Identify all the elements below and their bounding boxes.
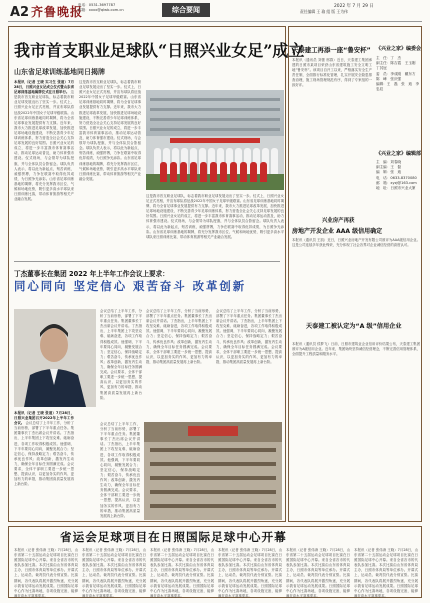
sidebar-item1-body: 本报讯（通讯员 刘蕾 邢群）近日，天泰建工集团承建的日照市某项目荣获山东省建筑施工安全文明工地“鲁安杯”。该项目自开工以来，严格落实安全生产责任制，全面推行标准化管理，扎实开展安全隐患排查治理，施工现场管理规范有序，得到了专家组的一致好评。 — [292, 58, 372, 88]
contact-info — [78, 3, 124, 13]
article1-lead-text: 本报讯（记者 王晓 实习生 张迪）7月28日，日照兴业女足成立仪式暨山东省足球训练基地揭牌仪式在日照举行。 — [14, 80, 74, 95]
editor-credits: 责任编辑 王 瑜 组 版 王为伟 — [300, 9, 348, 14]
article3-body-col5: 本报讯（记者 张伟涛 王晓）7月28日，山东省第二十五届运动会足球项目比赛在日照国际足球中心开幕。来自全省各市的代表队参加比赛。本次比赛由山东省体育局主办，日照市体育局等单位承办。开幕式上，运动员、裁判员代表分别宣誓。比赛期间，各代表队将展开激烈角逐，充分展示我省足球运动发展成果。日照国际足球中心作为比赛场地，各项设施完备，能够满足高水平赛事需求。 — [286, 548, 350, 598]
issue-date: 2022 年 7 月 29 日 — [334, 4, 374, 9]
page-number: A2 — [10, 5, 30, 20]
article1-body-col3: 这是我市首支职业足球队，标志着我市职业足球发展迈出了坚实一步。仪式上，日照兴业女足正式亮相，并宣布球队将征战2022年中国女子足球甲级联赛。山东省足球训练基地同时揭牌，将为全省足球事业发展提供有力支撑。近年来，我市大力推进足球改革发展，加快推进足球场地设施建设，不断完善青少年足球训练体系，努力营造全社会关心支持足球发展的良好氛围。日照兴业女足的成立，将进一步丰富我市体育赛事活动，推动足球运动普及，助力体育强市建设。仪式现场，与会领导为球队授旗，并与全体队员合影留念。球队负责人表示，将以此为新起点，刻苦训练，顽强拼搏，力争在联赛中取得优异成绩，为日照争光添彩。山东省足球训练基地的揭牌，将充分发挥我市区位、气候和场地优势，吸引更多高水平球队来日照训练比赛，带动体育旅游等相关产业融合发展。 — [146, 194, 284, 239]
article2-headline: 同心同向 坚定信心 艰苦奋斗 改革创新 — [14, 279, 247, 293]
masthead-title-2: 《兴业之家》编辑部 — [376, 151, 422, 157]
article3-body-col3: 本报讯（记者 张伟涛 王晓）7月28日，山东省第二十五届运动会足球项目比赛在日照国际足球中心开幕。来自全省各市的代表队参加比赛。本次比赛由山东省体育局主办，日照市体育局等单位承办。开幕式上，运动员、裁判员代表分别宣誓。比赛期间，各代表队将展开激烈角逐，充分展示我省足球运动发展成果。日照国际足球中心作为比赛场地，各项设施完备，能够满足高水平赛事需求。 — [150, 548, 214, 598]
article3-body-col1: 本报讯（记者 张伟涛 王晓）7月28日，山东省第二十五届运动会足球项目比赛在日照国际足球中心开幕。来自全省各市的代表队参加比赛。本次比赛由山东省体育局主办，日照市体育局等单位承办。开幕式上，运动员、裁判员代表分别宣誓。比赛期间，各代表队将展开激烈角逐，充分展示我省足球运动发展成果。日照国际足球中心作为比赛场地，各项设施完备，能够满足高水平赛事需求。 — [14, 548, 78, 598]
article1-subheadline: 山东省足球训练基地同日揭牌 — [14, 68, 105, 76]
chairman-portrait-photo — [14, 309, 96, 407]
masthead-editorial-list: 主 编：刘春晓 副主编：王 磊 编 辑：张 迪 电 话：0633-8370080 邮 箱：xyzj@163.com 地 址：日照市兴业大厦 — [376, 160, 417, 191]
article2-body-col1 — [14, 411, 74, 519]
article2-lead: 本报讯（记者 王晓 张迪）7月28日，日照兴业集团召开2022年上半年工作会议。 — [14, 411, 74, 426]
sidebar-item3-body: 本报讯（通讯员 侯梦飞）日前，日照市建筑业企业信用评价结果公布，天泰建工集团被评为A级信用企业。近年来，集团始终坚持诚信经营理念，不断完善信用管理体系，全面提升工程质量和服务水平。 — [292, 342, 420, 357]
article2-body-col2: 会议总结了上半年工作，分析了当前形势，部署了下半年重点任务。集团董事长丁杰出席会议并讲话。丁杰指出，上半年集团上下攻坚克难、砥砺奋进，各项工作取得积极成效。他强调，下半年要同心同向，凝聚发展合力；坚定信心，保持战略定力；艰苦奋斗，传承优良作风；改革创新，激发内生动力，确保全年目标任务圆满完成。会议要求，全体干部职工要进一步统一思想、提高认识，以更加务实的作风、更加有力的举措，推动集团高质量发展再上新台阶。 — [100, 309, 142, 400]
article1-headline: 我市首支职业足球队“日照兴业女足”成立 — [14, 41, 305, 60]
article2-body-col4: 会议总结了上半年工作，分析了当前形势，部署了下半年重点任务。集团董事长丁杰出席会议并讲话。丁杰指出，上半年集团上下攻坚克难、砥砺奋进，各项工作取得积极成效。他强调，下半年要同心同向，凝聚发展合力；坚定信心，保持战略定力；艰苦奋斗，传承优良作风；改革创新，激发内生动力，确保全年目标任务圆满完成。会议要求，全体干部职工要进一步统一思想、提高认识，以更加务实的作风、更加有力的举措，推动集团高质量发展再上新台阶。 — [216, 309, 282, 364]
article1-lead — [14, 80, 74, 256]
article1-body-col2: 这是我市首支职业足球队，标志着我市职业足球发展迈出了坚实一步。仪式上，日照兴业女足正式亮相，并宣布球队将征战2022年中国女子足球甲级联赛。山东省足球训练基地同时揭牌，将为全省足球事业发展提供有力支撑。近年来，我市大力推进足球改革发展，加快推进足球场地设施建设，不断完善青少年足球训练体系，努力营造全社会关心支持足球发展的良好氛围。日照兴业女足的成立，将进一步丰富我市体育赛事活动，推动足球运动普及，助力体育强市建设。仪式现场，与会领导为球队授旗，并与全体队员合影留念。球队负责人表示，将以此为新起点，刻苦训练，顽强拼搏，力争在联赛中取得优异成绩，为日照争光添彩。山东省足球训练基地的揭牌，将充分发挥我市区位、气候和场地优势，吸引更多高水平球队来日照训练比赛，带动体育旅游等相关产业融合发展。 — [79, 80, 141, 181]
sidebar-item2-kicker: 兴业房产再获 — [322, 218, 355, 224]
contact-phone: 电话：0531-3697787 — [78, 3, 116, 7]
sidebar-item2-body: 本报讯（通讯员 王凯）近日，日照兴业房地产开发有限公司被评为AAA级信用企业。这是公司连续多年获此殊荣，充分体现了社会各界对企业诚信经营的高度认可。 — [292, 238, 420, 248]
masthead-title: 《兴业之家》编委会 — [376, 46, 422, 52]
sidebar-item2-headline: 房地产开发企业 AAA 级信用确定 — [292, 228, 383, 235]
header-rule — [8, 21, 422, 22]
article2-body-col5: 会议总结了上半年工作，分析了当前形势，部署了下半年重点任务。集团董事长丁杰出席会议并讲话。丁杰指出，上半年集团上下攻坚克难、砥砺奋进，各项工作取得积极成效。他强调，下半年要同心同向，凝聚发展合力；坚定信心，保持战略定力；艰苦奋斗，传承优良作风；改革创新，激发内生动力，确保全年目标任务圆满完成。会议要求，全体干部职工要进一步统一思想、提高认识，以更加务实的作风、更加有力的举措，推动集团高质量发展再上新台阶。 — [100, 422, 140, 518]
article3-body-col4: 本报讯（记者 张伟涛 王晓）7月28日，山东省第二十五届运动会足球项目比赛在日照国际足球中心开幕。来自全省各市的代表队参加比赛。本次比赛由山东省体育局主办，日照市体育局等单位承办。开幕式上，运动员、裁判员代表分别宣誓。比赛期间，各代表队将展开激烈角逐，充分展示我省足球运动发展成果。日照国际足球中心作为比赛场地，各项设施完备，能够满足高水平赛事需求。 — [218, 548, 282, 598]
sidebar-item1-headline: 天泰建工再添一座“鲁安杯” — [292, 46, 371, 54]
article3-body-col2: 本报讯（记者 张伟涛 王晓）7月28日，山东省第二十五届运动会足球项目比赛在日照国际足球中心开幕。来自全省各市的代表队参加比赛。本次比赛由山东省体育局主办，日照市体育局等单位承办。开幕式上，运动员、裁判员代表分别宣誓。比赛期间，各代表队将展开激烈角逐，充分展示我省足球运动发展成果。日照国际足球中心作为比赛场地，各项设施完备，能够满足高水平赛事需求。 — [82, 548, 146, 598]
article2-body-a: 会议总结了上半年工作，分析了当前形势，部署了下半年重点任务。集团董事长丁杰出席会议并讲话。丁杰指出，上半年集团上下攻坚克难、砥砺奋进，各项工作取得积极成效。他强调，下半年要同心同向，凝聚发展合力；坚定信心，保持战略定力；艰苦奋斗，传承优良作风；改革创新，激发内生动力，确保全年目标任务圆满完成。会议要求，全体干部职工要进一步统一思想、提高认识，以更加务实的作风、更加有力的举措，推动集团高质量发展再上新台阶。 — [14, 421, 75, 487]
section-label: 综合要闻 — [162, 3, 210, 17]
team-group-photo — [146, 90, 284, 190]
contact-email: 邮箱：xxxx@qlwb.com.cn — [78, 8, 124, 12]
article3-headline: 省运会足球项目在日照国际足球中心开幕 — [60, 530, 287, 544]
article2-kicker: 丁杰董事长在集团 2022 年上半年工作会议上要求： — [14, 270, 169, 278]
masthead-committee-list: 主 任：丁 杰 副主任：陈吉霞 王玉刚 丁其冠 委 员：李成刚 戴东方 陈 峰 张庆强 编辑：王 磊 张 迪 李忠辰 — [376, 56, 420, 92]
article3-body-col6: 本报讯（记者 张伟涛 王晓）7月28日，山东省第二十五届运动会足球项目比赛在日照国际足球中心开幕。来自全省各市的代表队参加比赛。本次比赛由山东省体育局主办，日照市体育局等单位承办。开幕式上，运动员、裁判员代表分别宣誓。比赛期间，各代表队将展开激烈角逐，充分展示我省足球运动发展成果。日照国际足球中心作为比赛场地，各项设施完备，能够满足高水平赛事需求。 — [354, 548, 418, 598]
meeting-hall-photo — [144, 422, 282, 520]
article-divider — [14, 261, 280, 262]
article1-body-col1: 这是我市首支职业足球队，标志着我市职业足球发展迈出了坚实一步。仪式上，日照兴业女足正式亮相，并宣布球队将征战2022年中国女子足球甲级联赛。山东省足球训练基地同时揭牌，将为全省足球事业发展提供有力支撑。近年来，我市大力推进足球改革发展，加快推进足球场地设施建设，不断完善青少年足球训练体系，努力营造全社会关心支持足球发展的良好氛围。日照兴业女足的成立，将进一步丰富我市体育赛事活动，推动足球运动普及，助力体育强市建设。仪式现场，与会领导为球队授旗，并与全体队员合影留念。球队负责人表示，将以此为新起点，刻苦训练，顽强拼搏，力争在联赛中取得优异成绩，为日照争光添彩。山东省足球训练基地的揭牌，将充分发挥我市区位、气候和场地优势，吸引更多高水平球队来日照训练比赛，带动体育旅游等相关产业融合发展。 — [14, 90, 75, 202]
sidebar-item3-headline: 天泰建工被认定为“A 级”信用企业 — [306, 323, 402, 330]
newspaper-logo: 齐鲁晚报 — [31, 5, 84, 19]
article2-body-col3: 会议总结了上半年工作，分析了当前形势，部署了下半年重点任务。集团董事长丁杰出席会议并讲话。丁杰指出，上半年集团上下攻坚克难、砥砺奋进，各项工作取得积极成效。他强调，下半年要同心同向，凝聚发展合力；坚定信心，保持战略定力；艰苦奋斗，传承优良作风；改革创新，激发内生动力，确保全年目标任务圆满完成。会议要求，全体干部职工要进一步统一思想、提高认识，以更加务实的作风、更加有力的举措，推动集团高质量发展再上新台阶。 — [146, 309, 212, 364]
